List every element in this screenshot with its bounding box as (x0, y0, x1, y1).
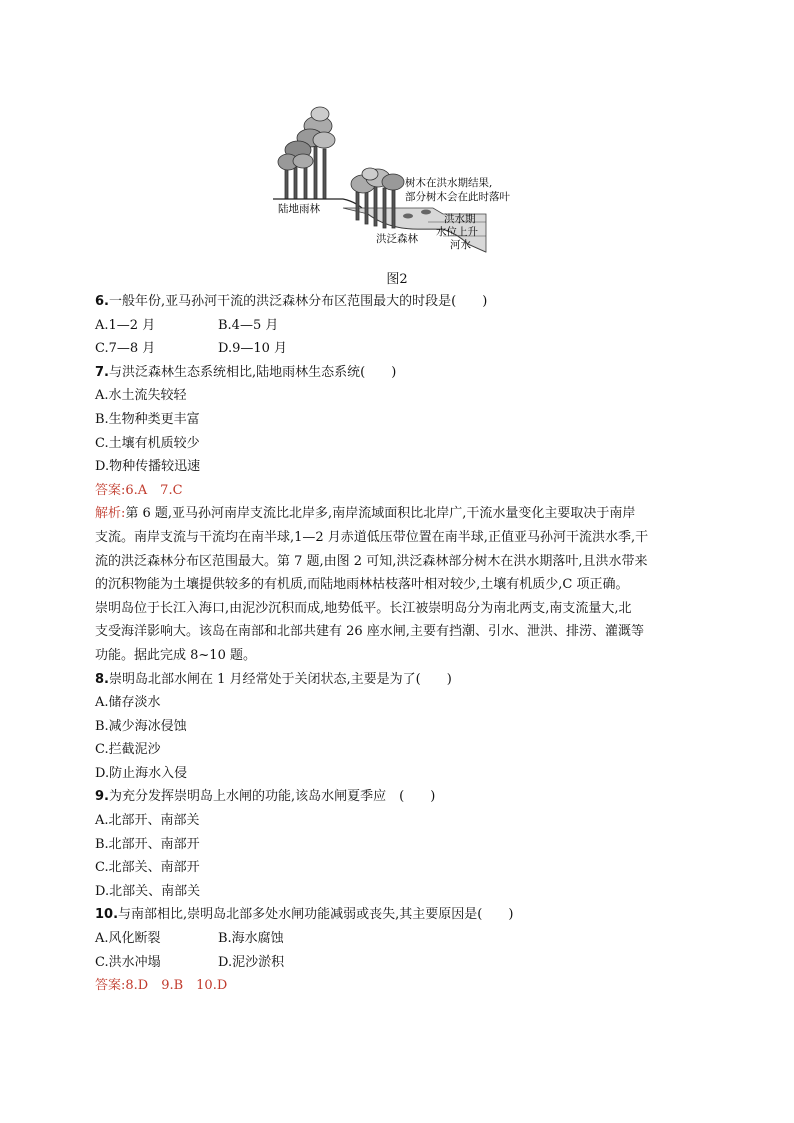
forest-diagram (268, 104, 510, 254)
explanation-line: 支流。南岸支流与干流均在南半球,1—2 月赤道低压带位置在南半球,正值亚马孙河干流洪水季,干 (95, 529, 649, 545)
passage-line: 支受海洋影响大。该岛在南部和北部共建有 26 座水闸,主要有挡潮、引水、泄洪、排涝、灌溉等 (95, 624, 644, 640)
question-number: 9. (95, 789, 109, 805)
option-d: D.泥沙淤积 (218, 954, 285, 970)
question-stem: 与南部相比,崇明岛北部多处水闸功能减弱或丧失,其主要原因是( ) (118, 907, 514, 923)
question-stem: 崇明岛北部水闸在 1 月经常处于关闭状态,主要是为了( ) (108, 671, 452, 687)
answer-6-7: 答案:6.A 7.C (95, 482, 183, 498)
forest-figure (268, 104, 510, 254)
option-b: B.减少海冰侵蚀 (95, 718, 187, 734)
option-a: A.储存淡水 (95, 695, 161, 711)
option-row (95, 927, 715, 951)
passage-line: 功能。据此完成 8~10 题。 (95, 647, 256, 663)
label-flood-line1: 洪水期 (444, 213, 476, 225)
option-c: C.北部关、南部开 (95, 860, 200, 876)
question-number: 10. (95, 907, 119, 923)
option-a: A.水土流失较轻 (95, 388, 187, 404)
question-6 (95, 290, 715, 314)
explanation-label: 解析: (95, 506, 126, 522)
fish-icon (403, 214, 413, 219)
option-b: B.北部开、南部开 (95, 836, 200, 852)
question-9 (95, 785, 715, 809)
explanation-text: 第 6 题,亚马孙河南岸支流比北岸多,南岸流域面积比北岸广,干流水量变化主要取决于南岸 (125, 506, 636, 522)
questions-content (95, 290, 715, 998)
question-10 (95, 903, 715, 927)
option-d: D.北部关、南部关 (95, 883, 201, 899)
passage-line: 崇明岛位于长江入海口,由泥沙沉积而成,地势低平。长江被崇明岛分为南北两支,南支流量大,北 (95, 600, 632, 616)
explanation-line: 的沉积物能为土壤提供较多的有机质,而陆地雨林枯枝落叶相对较少,土壤有机质少,C 项正确。 (95, 577, 629, 593)
option-a: A.北部开、南部关 (95, 813, 200, 829)
option-d: D.9—10 月 (218, 341, 288, 357)
fish-icon (421, 210, 431, 215)
question-8 (95, 668, 715, 692)
option-c: C.土壤有机质较少 (95, 435, 200, 451)
explanation-line: 流的洪泛森林分布区范围最大。第 7 题,由图 2 可知,洪泛森林部分树木在洪水期落叶,且洪水带来 (95, 553, 648, 569)
label-river: 河水 (450, 239, 471, 251)
label-note-line2: 部分树木会在此时落叶 (405, 191, 510, 203)
question-number: 6. (95, 294, 109, 309)
label-note-line1: 树木在洪水期结果, (405, 177, 493, 189)
question-stem: 为充分发挥崇明岛上水闸的功能,该岛水闸夏季应 ( ) (108, 789, 436, 805)
option-a: A.1—2 月 (95, 317, 156, 333)
label-flood-line2: 水位上升 (436, 226, 478, 238)
question-stem: 与洪泛森林生态系统相比,陆地雨林生态系统( ) (108, 364, 397, 380)
option-b: B.海水腐蚀 (218, 931, 284, 947)
option-c: C.洪水冲塌 (95, 954, 161, 970)
option-d: D.防止海水入侵 (95, 765, 188, 781)
option-a: A.风化断裂 (95, 931, 161, 947)
option-row (95, 951, 715, 975)
option-row (95, 314, 715, 338)
label-floodforest: 洪泛森林 (376, 233, 418, 245)
option-c: C.拦截泥沙 (95, 742, 161, 758)
option-b: B.生物种类更丰富 (95, 411, 200, 427)
answer-8-10: 答案:8.D 9.B 10.D (95, 978, 228, 994)
explanation-line (95, 502, 715, 526)
question-stem: 一般年份,亚马孙河干流的洪泛森林分布区范围最大的时段是( ) (108, 294, 488, 309)
question-number: 8. (95, 671, 109, 687)
rainforest-trees (278, 107, 335, 199)
option-row (95, 337, 715, 361)
label-rainforest: 陆地雨林 (278, 203, 320, 215)
question-7 (95, 361, 715, 385)
option-b: B.4—5 月 (218, 317, 279, 333)
option-d: D.物种传播较迅速 (95, 459, 201, 475)
question-number: 7. (95, 364, 109, 380)
figure-caption: 图2 (386, 272, 408, 287)
option-c: C.7—8 月 (95, 341, 156, 357)
